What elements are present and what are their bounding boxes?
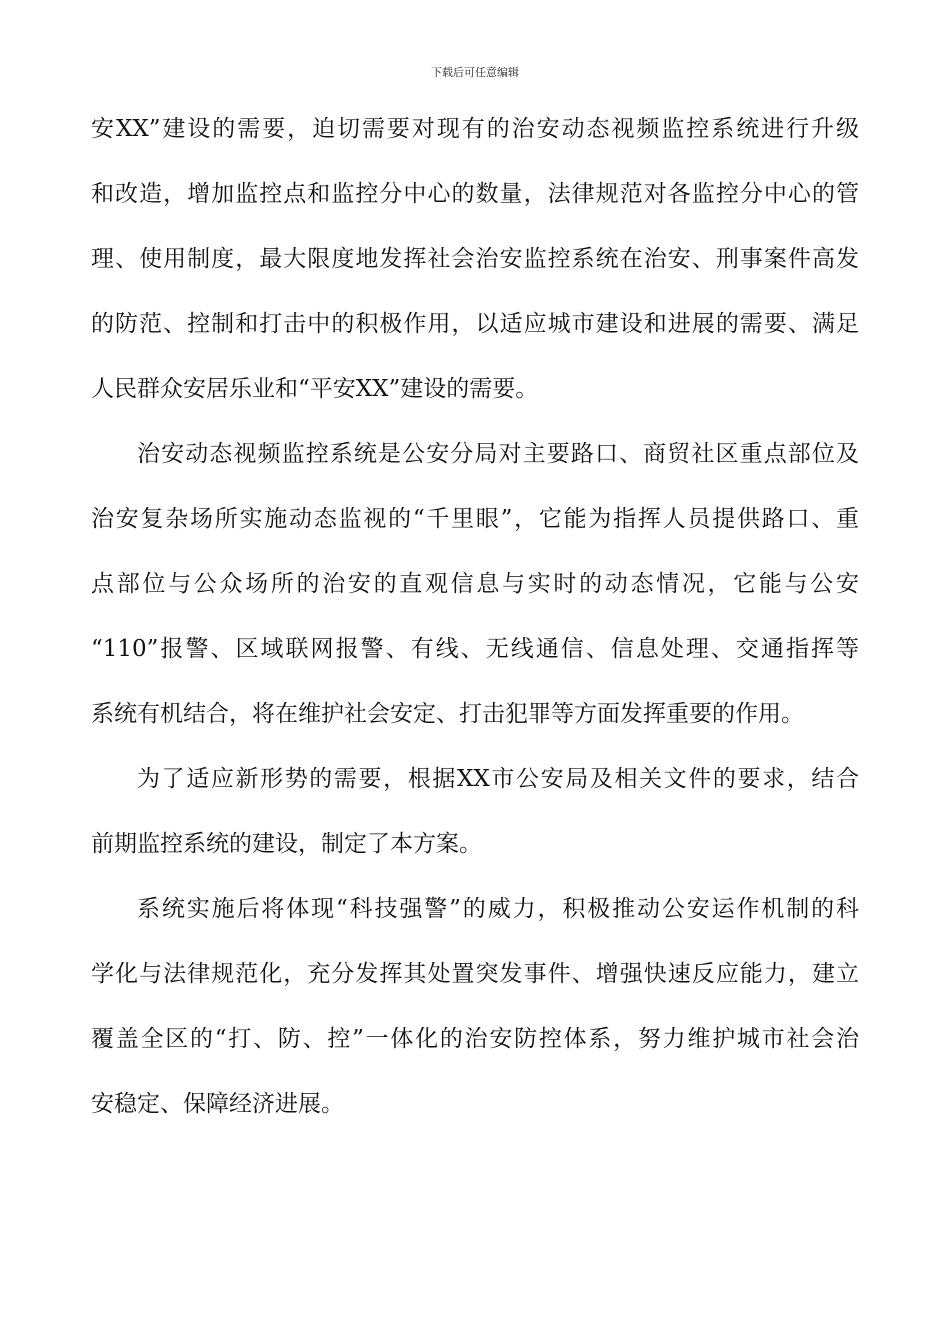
text-line: 系统实施后将体现“科技强警”的威力，积极推动公安运作机制的科 bbox=[137, 896, 859, 922]
text-line: 和改造，增加监控点和监控分中心的数量，法律规范对各监控分中心的管 bbox=[91, 181, 859, 207]
text-line: 安稳定、保障经济进展。 bbox=[91, 1091, 344, 1117]
text-line: 理、使用制度，最大限度地发挥社会治安监控系统在治安、刑事案件高发 bbox=[91, 246, 859, 272]
text-line: 人民群众安居乐业和“平安XX”建设的需要。 bbox=[91, 376, 539, 402]
text-line: 治安复杂场所实施动态监视的“千里眼”，它能为指挥人员提供路口、重 bbox=[91, 506, 859, 532]
body-text bbox=[91, 103, 859, 1143]
text-line: 点部位与公众场所的治安的直观信息与实时的动态情况，它能与公安 bbox=[91, 571, 859, 597]
text-line: 治安动态视频监控系统是公安分局对主要路口、商贸社区重点部位及 bbox=[137, 441, 859, 467]
text-line: 覆盖全区的“打、防、控”一体化的治安防控体系，努力维护城市社会治 bbox=[91, 1026, 859, 1052]
text-line: 安XX”建设的需要，迫切需要对现有的治安动态视频监控系统进行升级 bbox=[91, 116, 859, 142]
text-line: 前期监控系统的建设，制定了本方案。 bbox=[91, 831, 482, 857]
text-line: 的防范、控制和打击中的积极作用，以适应城市建设和进展的需要、满足 bbox=[91, 311, 859, 337]
text-line: 学化与法律规范化，充分发挥其处置突发事件、增强快速反应能力，建立 bbox=[91, 961, 859, 987]
text-line: “110”报警、区域联网报警、有线、无线通信、信息处理、交通指挥等 bbox=[91, 636, 859, 662]
text-line: 为了适应新形势的需要，根据XX市公安局及相关文件的要求，结合 bbox=[137, 766, 859, 792]
page-header: 下载后可任意编辑 bbox=[431, 66, 519, 79]
text-line: 系统有机结合，将在维护社会安定、打击犯罪等方面发挥重要的作用。 bbox=[91, 701, 804, 727]
